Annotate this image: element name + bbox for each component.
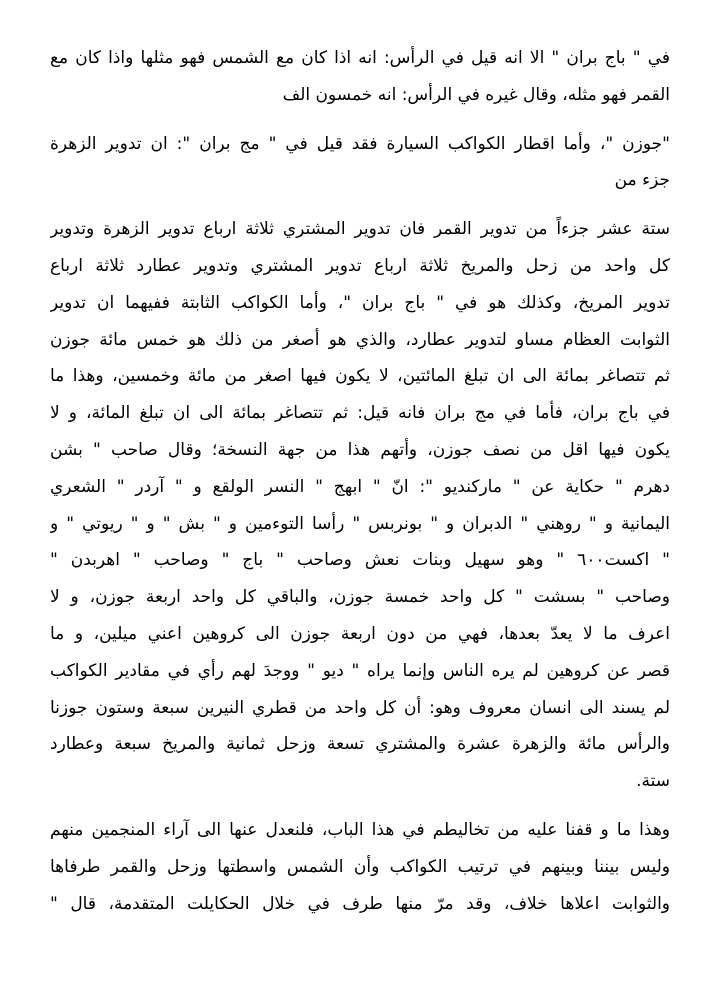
paragraph-1 <box>50 40 670 114</box>
text-line: كل واحد من زحل والمريخ ثلاثة ارباع تدوير المشتري وتدوير عطارد ثلاثة ارباع <box>50 255 670 276</box>
paragraph-3 <box>50 211 670 800</box>
text-line: وليس بيننا وبينهم في ترتيب الكواكب وأن الشمس واسطتها وزحل والقمر طرفاها <box>50 856 670 877</box>
text-line: قصر عن كروهين لم يره الناس وإنما يراه " ديو " ووجدَ لهم رأي في مقادير الكواكب <box>50 660 670 681</box>
text-line: جزء من <box>614 170 670 191</box>
text-line: دهرم " حكاية عن " ماركنديو ": انّ " ابهج " النسر الولقع و " آردر " الشعري <box>50 476 670 497</box>
text-line: لم يسند الى انسان معروف وهو: أن كل واحد من قطري النيرين سبعة وستون جوزنا <box>50 697 670 718</box>
text-line: القمر فهو مثله، وقال غيره في الرأس: انه خمسون الف <box>282 84 670 105</box>
text-line: يكون فيها اقل من نصف جوزن، وأتهم هذا من جهة النسخة؛ وقال صاحب " بشن <box>50 439 670 460</box>
text-line: "جوزن "، وأما اقطار الكواكب السيارة فقد قيل في " مج بران ": ان تدوير الزهرة <box>50 133 670 154</box>
text-line: ستة. <box>636 771 670 792</box>
text-line: والرأس مائة والزهرة عشرة والمشتري تسعة وزحل ثمانية والمريخ سبعة وعطارد <box>50 734 670 755</box>
text-line: اليمانية و " روهني " الدبران و " بونربس " رأسا التوءمين و " بش " و " ريوتي " و <box>50 513 670 534</box>
text-line: ستة عشر جزءاً من تدوير القمر فان تدوير المشتري ثلاثة ارباع تدوير الزهرة وتدوير <box>50 219 670 240</box>
text-line: وهذا ما و قفنا عليه من تخاليطم في هذا الباب، فلنعدل عنها الى آراء المنجمين منهم <box>50 819 670 840</box>
text-line: الثوابت العظام مساو لتدوير عطارد، والذي هو أصغر من ذلك هو خمس مائة جوزن <box>50 329 670 350</box>
text-line: اعرف ما لا يعدّ بعدها، فهي من دون اربعة جوزن الى كروهين اعني ميلين، و ما <box>50 623 670 644</box>
document-page <box>50 40 670 1000</box>
text-line: وصاحب " بسشت " كل واحد خمسة جوزن، والباقي كل واحد اربعة جوزن، و لا <box>50 587 670 608</box>
text-line: في " باج بران " الا انه قيل في الرأس: انه اذا كان مع الشمس فهو مثلها واذا كان مع <box>50 48 670 68</box>
text-line: تدوير المريخ، وكذلك هو في " باج بران "، وأما الكواكب الثابتة ففيهما ان تدوير <box>50 292 670 313</box>
paragraph-2 <box>50 126 670 200</box>
text-line: ثم تتصاغر بمائة الى ان تبلغ المائتين، لا يكون فيها اصغر من مائة وخمسين، وهذا ما <box>50 366 670 387</box>
text-line: في باج بران، فأما في مج بران فانه قيل: ثم تتصاغر بمائة الى ان تبلغ المائة، و لا <box>50 403 670 424</box>
text-line: والثوابت اعلاها خلاف، وقد مرّ منها طرف في خلال الحكايلت المتقدمة، قال " <box>50 893 670 914</box>
paragraph-4 <box>50 812 670 922</box>
text-line: " اكست٦٠٠ " وهو سهيل وبنات نعش وصاحب " باج " وصاحب " اهربدن " <box>50 550 670 571</box>
